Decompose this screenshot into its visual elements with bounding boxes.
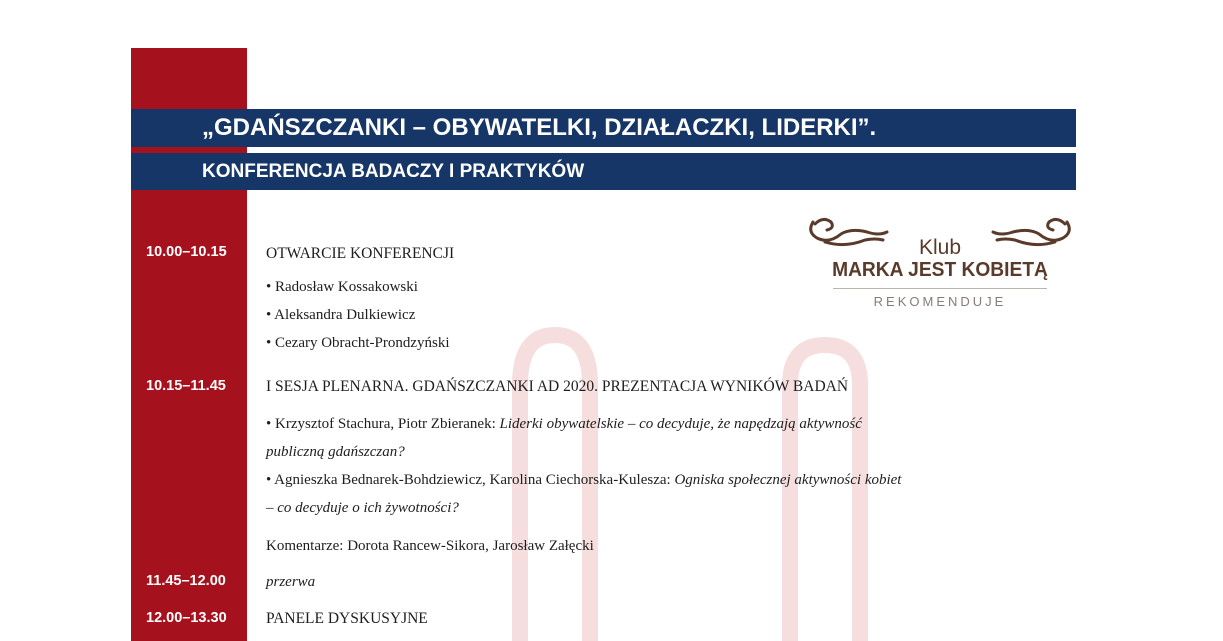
subtitle-banner [131, 153, 1076, 190]
talk-item-2 [266, 472, 901, 489]
session-title-panels: PANELE DYSKUSYJNE [266, 610, 428, 627]
talk-title: Ogniska społecznej aktywności kobiet [674, 472, 902, 488]
speaker-item: • Radosław Kossakowski [266, 279, 418, 295]
session-comments: Komentarze: Dorota Rancew-Sikora, Jarosław Załęcki [266, 538, 594, 554]
talk-title-continued: publiczną gdańszczan? [266, 444, 405, 460]
talk-title-continued: – co decyduje o ich żywotności? [266, 500, 459, 516]
break-label: przerwa [266, 574, 316, 590]
logo-klub-text: Klub [918, 236, 962, 259]
talk-authors: • Krzysztof Stachura, Piotr Zbieranek: [266, 416, 496, 432]
conference-subtitle: KONFERENCJA BADACZY I PRAKTYKÓW [202, 160, 585, 182]
logo-divider [833, 288, 1047, 289]
club-logo [805, 210, 1075, 310]
title-banner [131, 109, 1076, 147]
time-slot-3: 11.45–12.00 [146, 573, 226, 589]
talk-item-1 [266, 416, 862, 433]
logo-recommends-text: REKOMENDUJE [873, 294, 1007, 309]
time-slot-1: 10.00–10.15 [146, 244, 227, 260]
time-slot-4: 12.00–13.30 [146, 610, 227, 626]
talk-title: Liderki obywatelskie – co decyduje, że napędzają aktywność [499, 416, 862, 432]
speaker-item: • Cezary Obracht-Prondzyński [266, 335, 450, 351]
logo-brand-text: MARKA JEST KOBIETĄ [832, 259, 1048, 281]
time-slot-2: 10.15–11.45 [146, 378, 226, 394]
session-title-plenary: I SESJA PLENARNA. GDAŃSZCZANKI AD 2020. PREZENTACJA WYNIKÓW BADAŃ [266, 378, 849, 395]
talk-authors: • Agnieszka Bednarek-Bohdziewicz, Karolina Ciechorska-Kulesza: [266, 472, 671, 488]
conference-title: „GDAŃSZCZANKI – OBYWATELKI, DZIAŁACZKI, LIDERKI”. [202, 114, 877, 141]
session-title-opening: OTWARCIE KONFERENCJI [266, 245, 455, 262]
speaker-item: • Aleksandra Dulkiewicz [266, 307, 416, 323]
